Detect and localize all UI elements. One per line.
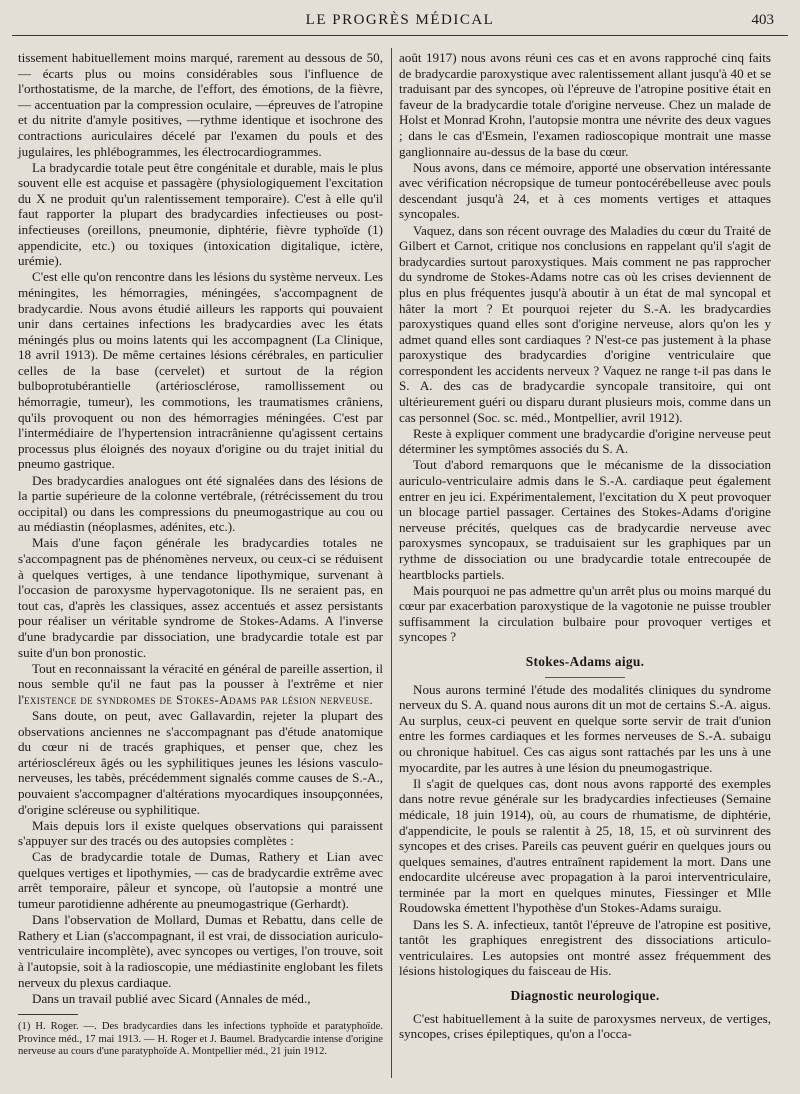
header-rule xyxy=(12,35,788,36)
section-title-stokes-adams-aigu: Stokes-Adams aigu. xyxy=(525,654,645,670)
paragraph: C'est elle qu'on rencontre dans les lésions du système nerveux. Les méningites, les hémorragies, méningées, s'accompagnent de bradycardie. Nous avons étudié ailleurs les rapports qui pouvaient unir dans certaines infections les bradycardies avec les états méningés plus ou moins latents qui les accompagnent (La Clinique, 18 avril 1913). De même certaines lésions cérébrales, en particulier celles de la base (cervelet) et surtout de la région bulboprotubérantielle (artériosclérose, ramollissement ou hémorragie, tumeur), les commotions, les traumatismes crâniens, qu'ils provoquent ou non des hémorragies méningées. C'est par l'intermédiaire de l'hypertension intracrânienne qu'agissent certains processus plus éloignés des noyaux d'origine ou du trajet initial du pneumo gastrique. xyxy=(18,269,383,472)
paragraph: La bradycardie totale peut être congénitale et durable, mais le plus souvent elle est acquise et passagère (physiologiquement l'excitation du X ne produit qu'un ralentissement temporaire). C'est à elle qu'il faut rapporter la plupart des bradycardies infectieuses ou post-infectieuses (oreillons, pneumonie, diphtérie, fièvre typhoïde (1) appendicite, etc.) ou toxiques (intoxication digitalique, ictère, urémie). xyxy=(18,159,383,269)
paragraph: Mais pourquoi ne pas admettre qu'un arrêt plus ou moins marqué du cœur par exacerbation paroxystique de la vagotonie ne puisse troubler suffisamment la circulation bulbaire pour provoquer vertiges et syncopes ? xyxy=(399,582,771,645)
small-caps-phrase: existence de syndromes de Stokes-Adams par lésion nerveuse. xyxy=(24,691,374,707)
paragraph: août 1917) nous avons réuni ces cas et en avons rapproché cinq faits de bradycardie paroxystique avec ralentissement allant jusqu'à 40 et se traduisant par des syncopes, où l'épreuve de l'atropine positive était en faveur de la bradycardie totale d'origine nerveuse. Chez un malade de Holst et Monrad Krohn, l'autopsie montra une névrite des deux vagues ; dans le cas d'Esmein, l'examen radioscopique montrait une masse ganglionnaire au-dessus de la base du cœur. xyxy=(399,50,771,159)
paragraph: tissement habituellement moins marqué, rarement au dessous de 50, — écarts plus ou moins considérables sous l'influence de l'orthostatisme, de la marche, de l'effort, des émotions, de la fièvre, — accentuation par la compression oculaire, —épreuves de l'atropine et du nitrite d'amyle positives, —rythme identique et isochrone des contractions auriculaires décelé par l'examen du pouls et des jugulaires, les phlébogrammes, les électrocardiogrammes. xyxy=(18,50,383,159)
paragraph: Nous aurons terminé l'étude des modalités cliniques du syndrome nerveux du S. A. quand nous aurons dit un mot de certains S.-A. aigus. Au surplus, ceux-ci peuvent en quelque sorte servir de trait d'union entre les formes cardiaques et les formes nerveuses de S.-A. subaigu ou chronique habituel. Ces cas aigus sont rattachés par les uns à une myocardite, par les autres à une lésion du pneumogastrique. xyxy=(399,681,771,775)
paragraph: Il s'agit de quelques cas, dont nous avons rapporté des exemples dans notre revue générale sur les bradycardies infectieuses (Semaine médicale, 18 juin 1914), où, au cours de rhumatisme, de diphtérie, d'appendicite, le pouls se ralentit à 25, 18, 15, et où survinrent des syncopes et des crises. Pareils cas peuvent guérir en quelques jours ou quelques semaines, d'autres entraînent rapidement la mort. Dans une endocardite ulcéreuse avec propagation à la paroi interventriculaire, terminée par la mort en quelques minutes, Fiessinger et Mlle Roudowska émettent l'hypothèse d'un Stokes-Adams suraigu. xyxy=(399,775,771,916)
journal-title: LE PROGRÈS MÉDICAL xyxy=(305,12,495,28)
paragraph-with-small-caps xyxy=(18,661,383,708)
column-divider xyxy=(391,48,392,1078)
page-header xyxy=(0,10,800,36)
paragraph: Cas de bradycardie totale de Dumas, Rathery et Lian avec quelques vertiges et lipothymies, — cas de bradycardie extrême avec arrêt temporaire, pâleur et syncope, où l'autopsie a montré une tumeur parotidienne adhérente au pneumogastrique (Gerhardt). xyxy=(18,849,383,912)
paragraph: Dans les S. A. infectieux, tantôt l'épreuve de l'atropine est positive, tantôt les graphiques enregistrent des dissociations articulo-ventriculaires. Les autopsies ont montré assez fréquemment des lésions histologiques du faisceau de His. xyxy=(399,916,771,979)
paragraph: Nous avons, dans ce mémoire, apporté une observation intéressante avec vérification nécropsique de tumeur pontocérébelleuse avec pouls descendant jusqu'à 24, et à ces moments vertiges et attaques syncopales. xyxy=(399,159,771,222)
paragraph: Dans un travail publié avec Sicard (Annales de méd., xyxy=(32,990,311,1006)
paragraph: Dans l'observation de Mollard, Dumas et Rebattu, dans celle de Rathery et Lian (s'accompagnant, il est vrai, de dissociation auriculo-ventriculaire incomplète), avec syncopes ou vertiges, l'on trouve, soit à l'autopsie, soit à la radioscopie, une médiastinite englobant les filets nerveux du plexus cardiaque. xyxy=(18,912,383,990)
right-column xyxy=(399,50,771,1042)
paragraph: Tout d'abord remarquons que le mécanisme de la dissociation auriculo-ventriculaire admis dans le S.-A. cardiaque peut également entrer en jeu ici. Expérimentalement, l'excitation du X peut provoquer un blocage partiel passager. Certaines des Stokes-Adams d'origine nerveuse précités, quelques cas de bradycardie nerveuse avec paroxysmes syncopaux, se traduisaient sur les graphiques par un rythme de dissociation ou une bradycardie totale entrecoupée de heartblocks partiels. xyxy=(399,457,771,582)
footnotes xyxy=(18,1021,383,1058)
paragraph-text: Tout en reconnaissant la véracité en général de pareille assertion, il nous semble qu'il ne faut pas la pousser à l'extrême et nier l' xyxy=(18,660,383,707)
paragraph: Vaquez, dans son récent ouvrage des Maladies du cœur du Traité de Gilbert et Carnot, critique nos conclusions en rappelant qu'il s'agit de bradycardies surtout paroxystiques. Mais comment ne pas rapprocher du syndrome de Stokes-Adams notre cas où les crises deviennent de plus en plus fréquentes jusqu'à aboutir à un état de mal syncopal et hâter la mort ? Et pourquoi rejeter du S.-A. les bradycardies paroxystiques quand elles sont d'origine nerveuse, alors qu'on les y admet quand elles sont cardiaques ? N'est-ce pas justement à la phase paroxystique des bradycardies d'origine ventriculaire que correspondent les accidents nerveux ? Vaquez ne range t-il pas dans le S. A. des cas de bradycardie syncopale transitoire, qui ont ultérieurement guéri ou disparu durant plusieurs mois, comme dans un cas personnel (Soc. sc. méd., Montpellier, avril 1912). xyxy=(399,222,771,425)
paragraph: Des bradycardies analogues ont été signalées dans des lésions de la partie supérieure de la colonne vertébrale, (rétrécissement du trou occipital) ou dans les compressions du pneumogastrique au cou ou au médiastin (néoplasmes, adénites, etc.). xyxy=(18,472,383,535)
paragraph: Reste à expliquer comment une bradycardie d'origine nerveuse peut déterminer les symptômes associés du S. A. xyxy=(399,425,771,457)
paragraph: Sans doute, on peut, avec Gallavardin, rejeter la plupart des observations anciennes ne s'accompagnant pas d'étude anatomique du cœur ni de tracés graphiques, et penser que, chez les artérioscléreux âgés ou les syphilitiques jeunes les lésions vasculo-nerveuses, les tabès, précédemment signalés comme causes de S.-A., pouvaient s'accompagner d'altérations myocardiques insoupçonnées, d'origine scléreuse ou syphilitique. xyxy=(18,707,383,817)
footnote-rule xyxy=(18,1014,78,1015)
section-rule xyxy=(545,677,625,678)
section-title-diagnostic-neurologique: Diagnostic neurologique. xyxy=(510,987,660,1003)
page-number: 403 xyxy=(751,12,774,28)
paragraph: C'est habituellement à la suite de paroxysmes nerveux, de vertiges, syncopes, crises épileptiques, qu'on a l'occa- xyxy=(399,1010,771,1042)
footnote: (1) H. Roger. —. Des bradycardies dans les infections typhoïde et paratyphoïde. Province méd., 17 mai 1913. — H. Roger et J. Baumel. Bradycardie intense d'origine nerveuse au cours d'une paratyphoïde A. Montpellier méd., 21 juin 1912. xyxy=(18,1021,383,1058)
paragraph: Mais depuis lors il existe quelques observations qui paraissent s'appuyer sur des tracés ou des autopsies complètes : xyxy=(18,817,383,849)
paragraph: Mais d'une façon générale les bradycardies totales ne s'accompagnent pas de phénomènes nerveux, ou ceux-ci se réduisent à quelques vertiges, à une tendance lipothymique, survenant à l'occasion de paroxysme hypervagotonique. Ils ne seraient pas, en tout cas, d'après les classiques, assez accentués et assez persistants pour réaliser un véritable syndrome de Stokes-Adams. A l'inverse d'une bradycardie par dissociation, une bradycardie totale est par suite d'un bon pronostic. xyxy=(18,535,383,660)
left-column xyxy=(18,50,383,1060)
